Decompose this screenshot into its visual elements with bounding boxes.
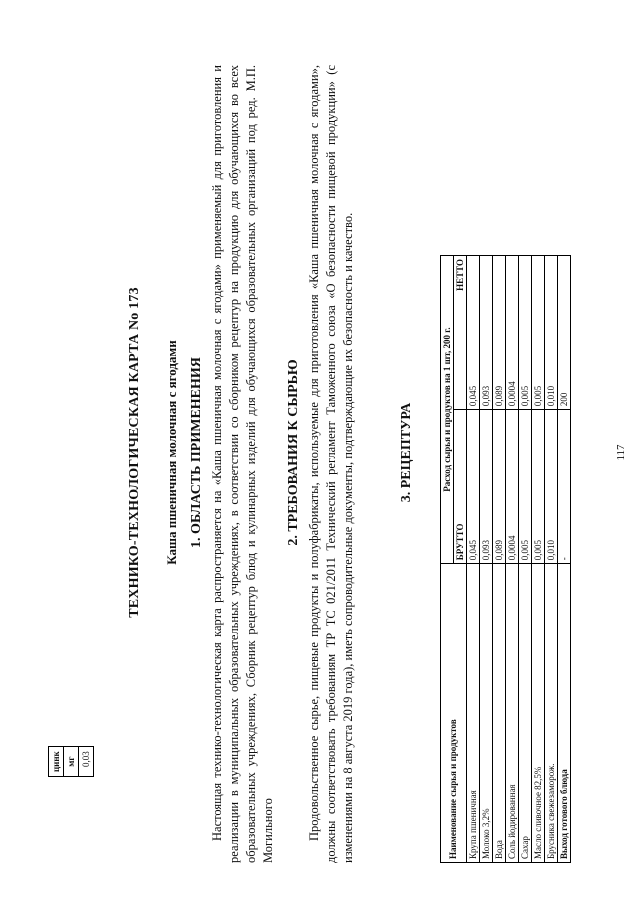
ingredient-netto: 0,093 [480, 256, 493, 410]
section-scope-heading: 1. ОБЛАСТЬ ПРИМЕНЕНИЯ [189, 357, 204, 548]
yield-netto: 200 [558, 256, 571, 410]
zinc-value-cell: 0,03 [79, 747, 94, 777]
ingredient-name: Молоко 3,2% [480, 564, 493, 863]
ingredient-netto: 0,010 [545, 256, 558, 410]
dish-name: Каша пшеничная молочная с ягодами [164, 340, 179, 565]
ingredient-netto: 0,005 [532, 256, 545, 410]
ingredient-netto: 0,005 [519, 256, 532, 410]
column-header-name: Наименование сырья и продуктов [441, 564, 467, 863]
column-header-netto: НЕТТО [454, 256, 467, 410]
ingredient-brutto: 0,089 [493, 410, 506, 564]
section-recipe-heading: 3. РЕЦЕПТУРА [399, 402, 414, 503]
ingredient-brutto: 0,010 [545, 410, 558, 564]
table-row [545, 256, 558, 863]
recipe-table [440, 255, 571, 863]
recipe-header-row [441, 256, 454, 863]
page-number: 117 [615, 444, 627, 461]
table-row [467, 256, 480, 863]
ingredient-name: Брусника свежезаморож. [545, 564, 558, 863]
zinc-header-cell: цинк [49, 747, 64, 777]
yield-name: Выход готового блюда [558, 564, 571, 863]
zinc-unit-cell: мг [64, 747, 79, 777]
ingredient-brutto: 0,0004 [506, 410, 519, 564]
table-row [480, 256, 493, 863]
table-row [506, 256, 519, 863]
ingredient-brutto: 0,005 [519, 410, 532, 564]
ingredient-name: Соль йодированная [506, 564, 519, 863]
ingredient-netto: 0,0004 [506, 256, 519, 410]
ingredient-brutto: 0,093 [480, 410, 493, 564]
section-scope-text: Настоящая технико-технологическая карта распространяется на «Каша пшеничная молочная с ягодами» применяемый для приготовления и реализации в муниципальных образовательных учреждениях, в соответствии со сборником рецептур на продукцию для обучающихся во всех образовательных учреждениях, Сборник рецептур блюд и кулинарных изделий для обучающихся образовательных организаций под ред. М.П. Могильного [210, 65, 275, 863]
ingredient-name: Сахар [519, 564, 532, 863]
table-row [493, 256, 506, 863]
ingredient-brutto: 0,005 [532, 410, 545, 564]
ingredient-name: Масло сливочное 82,5% [532, 564, 545, 863]
card-title: ТЕХНИКО-ТЕХНОЛОГИЧЕСКАЯ КАРТА No 173 [127, 287, 142, 618]
ingredient-brutto: 0,045 [467, 410, 480, 564]
yield-brutto: - [558, 410, 571, 564]
ingredient-netto: 0,045 [467, 256, 480, 410]
column-header-brutto: БРУТТО [454, 410, 467, 564]
ingredient-name: Вода [493, 564, 506, 863]
ingredient-name: Крупа пшеничная [467, 564, 480, 863]
column-header-consumption: Расход сырья и продуктов на 1 шт, 200 г. [441, 256, 454, 564]
section-requirements-text: Продовольственное сырье, пищевые продукты и полуфабрикаты, используемые для приготовления «Каша пшеничная молочная с ягодами», должны соответствовать требованиям ТР ТС 021/2011 Технический регламент Таможенного союза «О безопасности пищевой продукции» (с изменениями на 8 августа 2019 года), иметь сопроводительные документы, подтверждающие их безопасность и качество. [307, 65, 355, 863]
table-row [519, 256, 532, 863]
yield-row [558, 256, 571, 863]
ingredient-netto: 0,089 [493, 256, 506, 410]
table-row [532, 256, 545, 863]
zinc-nutrient-table [48, 746, 94, 777]
section-requirements-heading: 2. ТРЕБОВАНИЯ К СЫРЬЮ [286, 359, 301, 546]
